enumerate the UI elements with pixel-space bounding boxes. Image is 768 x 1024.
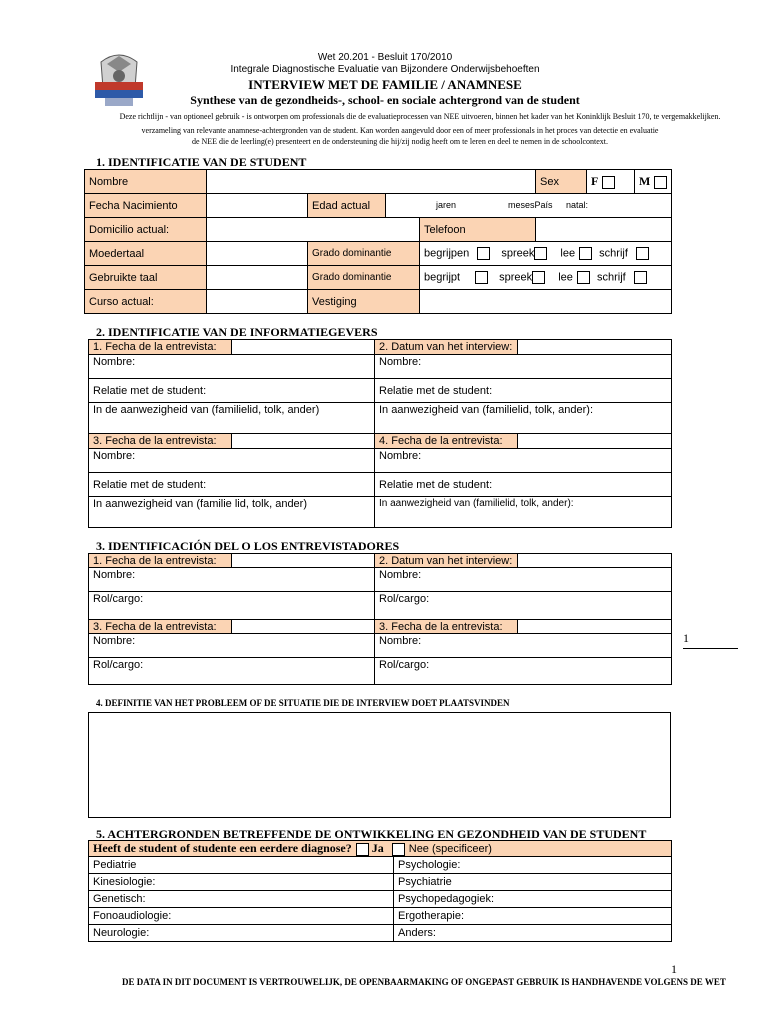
spreek-label-1: spreek <box>501 247 535 260</box>
diagnosis-cell[interactable]: Anders: <box>394 925 672 942</box>
section-5-heading: 5. ACHTERGRONDEN BETREFFENDE DE ONTWIKKELING EN GEZONDHEID VAN DE STUDENT <box>96 827 647 841</box>
informant-1-presence[interactable]: In de aanwezigheid van (familielid, tolk, ander) <box>89 403 375 434</box>
page-number: 1 <box>671 962 677 976</box>
schrijf-label-1: schrijf <box>599 247 628 260</box>
diagnosis-nee-checkbox[interactable] <box>392 843 405 856</box>
confidentiality-footer: DE DATA IN DIT DOCUMENT IS VERTROUWELIJK, DE OPENBAARMAKING OF ONGEPAST GEBRUIK IS HANDHAVENDE VOLGENS DE WET <box>122 977 726 987</box>
interviewer-1-date-field[interactable] <box>232 554 375 568</box>
edad-label: Edad actual <box>308 194 386 218</box>
spreek-checkbox-1[interactable] <box>534 247 547 260</box>
informant-2-date-field[interactable] <box>518 340 672 355</box>
interviewer-2-name[interactable]: Nombre: <box>375 568 672 592</box>
informant-2-name[interactable]: Nombre: <box>375 355 672 379</box>
sex-m-checkbox[interactable] <box>654 176 667 189</box>
informant-4-date-label: 4. Fecha de la entrevista: <box>375 434 518 449</box>
diagnosis-cell[interactable]: Genetisch: <box>89 891 394 908</box>
sex-f-checkbox[interactable] <box>602 176 615 189</box>
begrijpt-checkbox[interactable] <box>475 271 488 284</box>
moedertaal-level-options <box>420 242 672 266</box>
sex-m-label: M <box>639 174 651 188</box>
interviewer-3-date-field[interactable] <box>232 620 375 634</box>
interviewer-4-role[interactable]: Rol/cargo: <box>375 658 672 685</box>
informant-4-relation[interactable]: Relatie met de student: <box>375 473 672 497</box>
interviewer-3-name[interactable]: Nombre: <box>89 634 375 658</box>
begrijpen-label: begrijpen <box>424 247 470 260</box>
informant-3-relation[interactable]: Relatie met de student: <box>89 473 375 497</box>
informant-1-date-field[interactable] <box>232 340 375 355</box>
section-3-heading: 3. IDENTIFICACIÓN DEL O LOS ENTREVISTADORES <box>96 539 400 553</box>
moedertaal-field[interactable] <box>207 242 308 266</box>
informant-4-date-field[interactable] <box>518 434 672 449</box>
schrijf-checkbox-1[interactable] <box>636 247 649 260</box>
informant-2-presence[interactable]: In aanwezigheid van (familielid, tolk, ander): <box>375 403 672 434</box>
sex-f-label: F <box>591 174 599 188</box>
diagnosis-cell[interactable]: Kinesiologie: <box>89 874 394 891</box>
interviewer-3-role[interactable]: Rol/cargo: <box>89 658 375 685</box>
domicilio-label: Domicilio actual: <box>85 218 207 242</box>
interviewer-4-date-field[interactable] <box>518 620 672 634</box>
schrijf-checkbox-2[interactable] <box>634 271 647 284</box>
gebruikte-taal-level-options <box>420 266 672 290</box>
law-line: Wet 20.201 - Besluit 170/2010 <box>317 52 453 63</box>
informant-2-date-label: 2. Datum van het interview: <box>375 340 518 355</box>
interviewer-1-role[interactable]: Rol/cargo: <box>89 592 375 620</box>
intro-text-2: verzameling van relevante anamnese-achtergronden van de student. Kan worden aangevuld door een of meer professionals in het proces van detectie en evaluatie <box>141 126 659 135</box>
diagnosis-cell[interactable]: Neurologie: <box>89 925 394 942</box>
lee-checkbox-2[interactable] <box>577 271 590 284</box>
interviewer-3-date-label: 3. Fecha de la entrevista: <box>89 620 232 634</box>
informant-3-date-label: 3. Fecha de la entrevista: <box>89 434 232 449</box>
lee-checkbox-1[interactable] <box>579 247 592 260</box>
vestiging-label: Vestiging <box>308 290 420 314</box>
intro-text-1: Deze richtlijn - van optioneel gebruik - is ontworpen om professionals die de evaluatieprocessen van NEE uitvoeren, binnen het kader van het Koninklijk Besluit 170, te vergemakkelijken. <box>119 112 721 121</box>
spreek-label-2: spreek <box>499 271 533 284</box>
domicilio-field[interactable] <box>207 218 420 242</box>
grado-dominantie-label-2: Grado dominantie <box>308 266 420 290</box>
diagnosis-cell[interactable]: Psychopedagogiek: <box>394 891 672 908</box>
student-identification-table <box>84 169 672 314</box>
footnote-rule <box>683 648 738 649</box>
telefoon-label: Telefoon <box>420 218 536 242</box>
diagnosis-ja-label: Ja <box>371 841 384 855</box>
subtitle-line: Integrale Diagnostische Evaluatie van Bijzondere Onderwijsbehoeften <box>230 64 540 75</box>
lee-label-1: lee <box>560 247 576 260</box>
diagnosis-cell[interactable]: Ergotherapie: <box>394 908 672 925</box>
sex-label: Sex <box>536 170 587 194</box>
crest-logo <box>91 48 147 110</box>
telefoon-field[interactable] <box>536 218 672 242</box>
begrijpen-checkbox[interactable] <box>477 247 490 260</box>
gebruikte-taal-field[interactable] <box>207 266 308 290</box>
section-1-heading: 1. IDENTIFICATIE VAN DE STUDENT <box>96 155 307 169</box>
grado-dominantie-label-1: Grado dominantie <box>308 242 420 266</box>
informant-1-date-label: 1. Fecha de la entrevista: <box>89 340 232 355</box>
interviewer-4-date-label: 3. Fecha de la entrevista: <box>375 620 518 634</box>
informant-1-relation[interactable]: Relatie met de student: <box>89 379 375 403</box>
informant-3-date-field[interactable] <box>232 434 375 449</box>
informant-3-presence[interactable]: In aanwezigheid van (familie lid, tolk, ander) <box>89 497 375 528</box>
interviewer-1-date-label: 1. Fecha de la entrevista: <box>89 554 232 568</box>
diagnosis-table <box>88 840 672 942</box>
interviewer-4-name[interactable]: Nombre: <box>375 634 672 658</box>
informants-table <box>88 339 672 528</box>
interviewers-table <box>88 553 672 685</box>
diagnosis-cell[interactable]: Psychiatrie <box>394 874 672 891</box>
page-subtitle: Synthese van de gezondheids-, school- en sociale achtergrond van de student <box>190 93 580 107</box>
curso-label: Curso actual: <box>85 290 207 314</box>
section-4-heading: 4. DEFINITIE VAN HET PROBLEEM OF DE SITUATIE DIE DE INTERVIEW DOET PLAATSVINDEN <box>96 698 510 708</box>
section-2-heading: 2. IDENTIFICATIE VAN DE INFORMATIEGEVERS <box>96 325 378 339</box>
meses-pais-label: mesesPaís <box>508 200 553 210</box>
informant-3-name[interactable]: Nombre: <box>89 449 375 473</box>
edad-pais-field[interactable] <box>386 194 672 218</box>
diagnosis-nee-label: Nee (specificeer) <box>408 843 492 855</box>
diagnosis-ja-checkbox[interactable] <box>356 843 369 856</box>
nombre-field[interactable] <box>207 170 536 194</box>
intro-text-3: de NEE die de leerling(e) presenteert en de ondersteuning die hij/zij nodig heeft om te leren en deel te nemen in de schoolcontext. <box>191 137 609 146</box>
interviewer-2-role[interactable]: Rol/cargo: <box>375 592 672 620</box>
page-title: INTERVIEW MET DE FAMILIE / ANAMNESE <box>248 77 522 92</box>
spreek-checkbox-2[interactable] <box>532 271 545 284</box>
vestiging-field[interactable] <box>420 290 672 314</box>
diagnosis-cell[interactable]: Psychologie: <box>394 857 672 874</box>
diagnosis-question: Heeft de student of studente een eerdere diagnose? <box>93 841 352 855</box>
moedertaal-label: Moedertaal <box>85 242 207 266</box>
fecha-nacimiento-label: Fecha Nacimiento <box>85 194 207 218</box>
informant-2-relation[interactable]: Relatie met de student: <box>375 379 672 403</box>
interviewer-1-name[interactable]: Nombre: <box>89 568 375 592</box>
diagnosis-cell[interactable]: Fonoaudiologie: <box>89 908 394 925</box>
begrijpt-label: begrijpt <box>424 271 461 284</box>
nombre-label: Nombre <box>85 170 207 194</box>
sex-f-option[interactable] <box>587 170 635 194</box>
problem-definition-field[interactable] <box>88 712 671 818</box>
informant-4-name[interactable]: Nombre: <box>375 449 672 473</box>
gebruikte-taal-label: Gebruikte taal <box>85 266 207 290</box>
diagnosis-question-row <box>89 841 672 857</box>
side-footnote-number: 1 <box>683 631 689 645</box>
interviewer-2-date-field[interactable] <box>518 554 672 568</box>
jaren-label: jaren <box>436 200 457 210</box>
interviewer-2-date-label: 2. Datum van het interview: <box>375 554 518 568</box>
schrijf-label-2: schrijf <box>596 271 626 284</box>
sex-m-option[interactable] <box>635 170 672 194</box>
diagnosis-cell[interactable]: Pediatrie <box>89 857 394 874</box>
curso-field[interactable] <box>207 290 308 314</box>
informant-4-presence[interactable]: In aanwezigheid van (familielid, tolk, ander): <box>375 497 672 528</box>
natal-label: natal: <box>566 200 589 210</box>
fecha-nacimiento-field[interactable] <box>207 194 308 218</box>
informant-1-name[interactable]: Nombre: <box>89 355 375 379</box>
lee-label-2: lee <box>558 271 573 284</box>
